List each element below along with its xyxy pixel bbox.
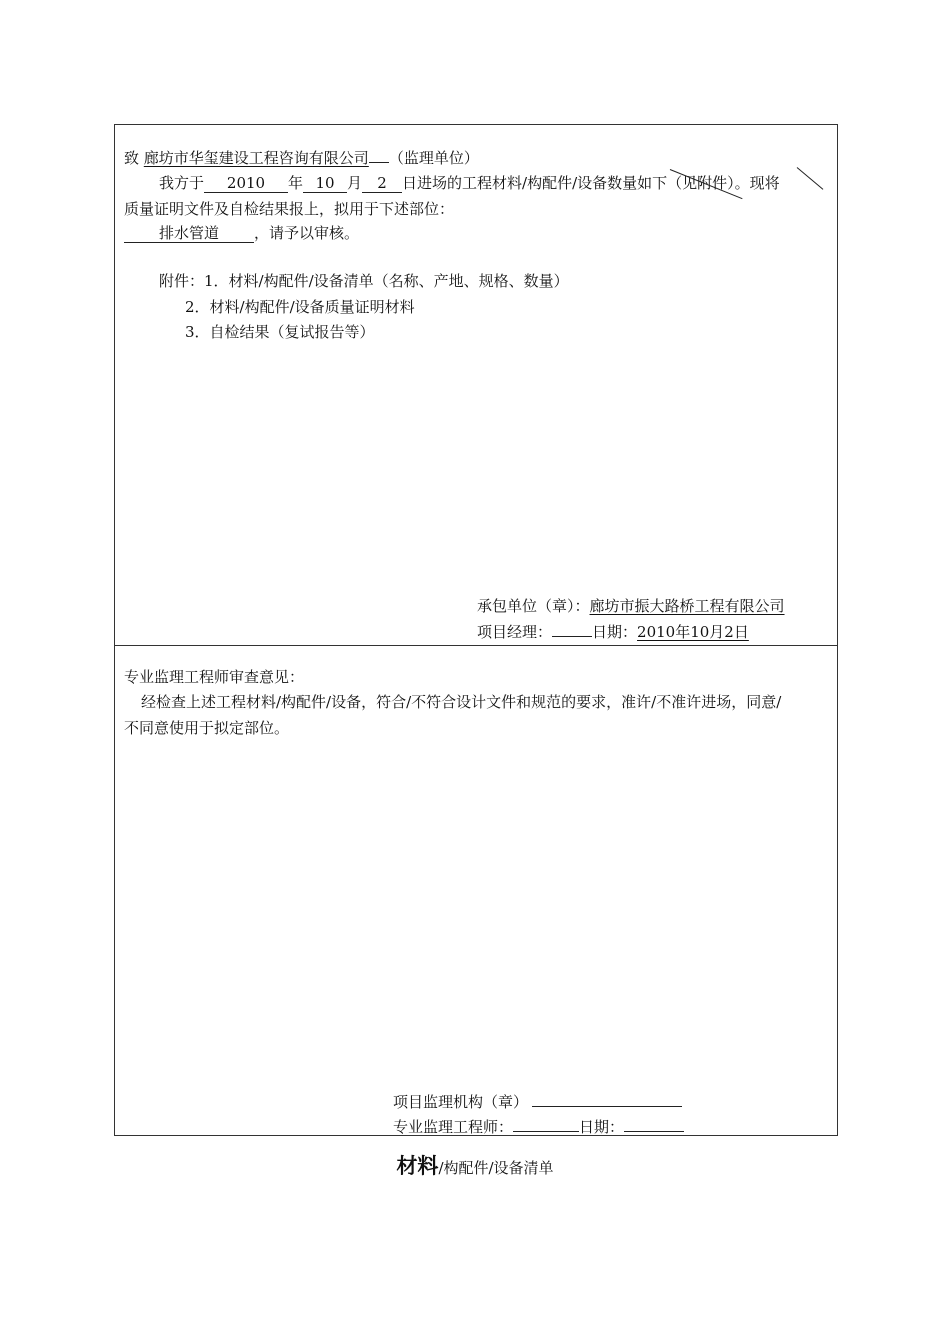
engineer-signature-blank [513,1116,579,1132]
section-divider [115,645,837,646]
review-opinion-line-1: 经检查上述工程材料/构配件/设备，符合/不符合设计文件和规范的要求，准许/不准许进场，同意/ [141,693,782,711]
supervisor-company: 廊坊市华玺建设工程咨询有限公司 [143,149,369,167]
day-field: 2 [362,174,402,193]
review-date-blank [624,1116,684,1132]
materials-list-title: 材料/构配件/设备清单 [396,1153,554,1178]
contractor-line: 承包单位（章）：廊坊市振大路桥工程有限公司 [477,597,785,615]
org-seal-blank [532,1091,682,1107]
attachment-item-1: 附件：1．材料/构配件/设备清单（名称、产地、规格、数量） [159,272,569,290]
year-field: 2010 [204,174,288,193]
engineer-date-line: 专业监理工程师： 日期： [393,1116,684,1137]
manager-date-line: 项目经理： 日期：2010年10月2日 [477,623,749,641]
approval-form-table [114,124,838,1136]
addressee-line: 致 廊坊市华玺建设工程咨询有限公司 （监理单位） [124,149,479,167]
manager-signature-blank [552,621,592,637]
location-field: 排水管道 [124,224,254,243]
month-field: 10 [303,174,347,193]
location-line: 排水管道 ，请予以审核。 [124,223,359,243]
supervisor-company-blank [369,147,389,163]
contractor-name: 廊坊市振大路桥工程有限公司 [589,597,785,615]
entry-date-line: 我方于 2010 年 10 月 2 日进场的工程材料/构配件/设备数量如下（见附件）。现将 [159,174,780,192]
submission-date: 2010年10月2日 [637,623,749,641]
supervision-org-line: 项目监理机构（章） [393,1091,682,1112]
review-heading: 专业监理工程师审查意见： [124,668,305,686]
attachment-item-2: 2．材料/构配件/设备质量证明材料 [185,298,415,316]
attachment-item-3: 3．自检结果（复试报告等） [185,323,375,341]
quality-docs-line: 质量证明文件及自检结果报上，拟用于下述部位： [124,200,455,218]
handwritten-strike-mark [797,167,824,190]
review-opinion-line-2: 不同意使用于拟定部位。 [124,719,290,737]
